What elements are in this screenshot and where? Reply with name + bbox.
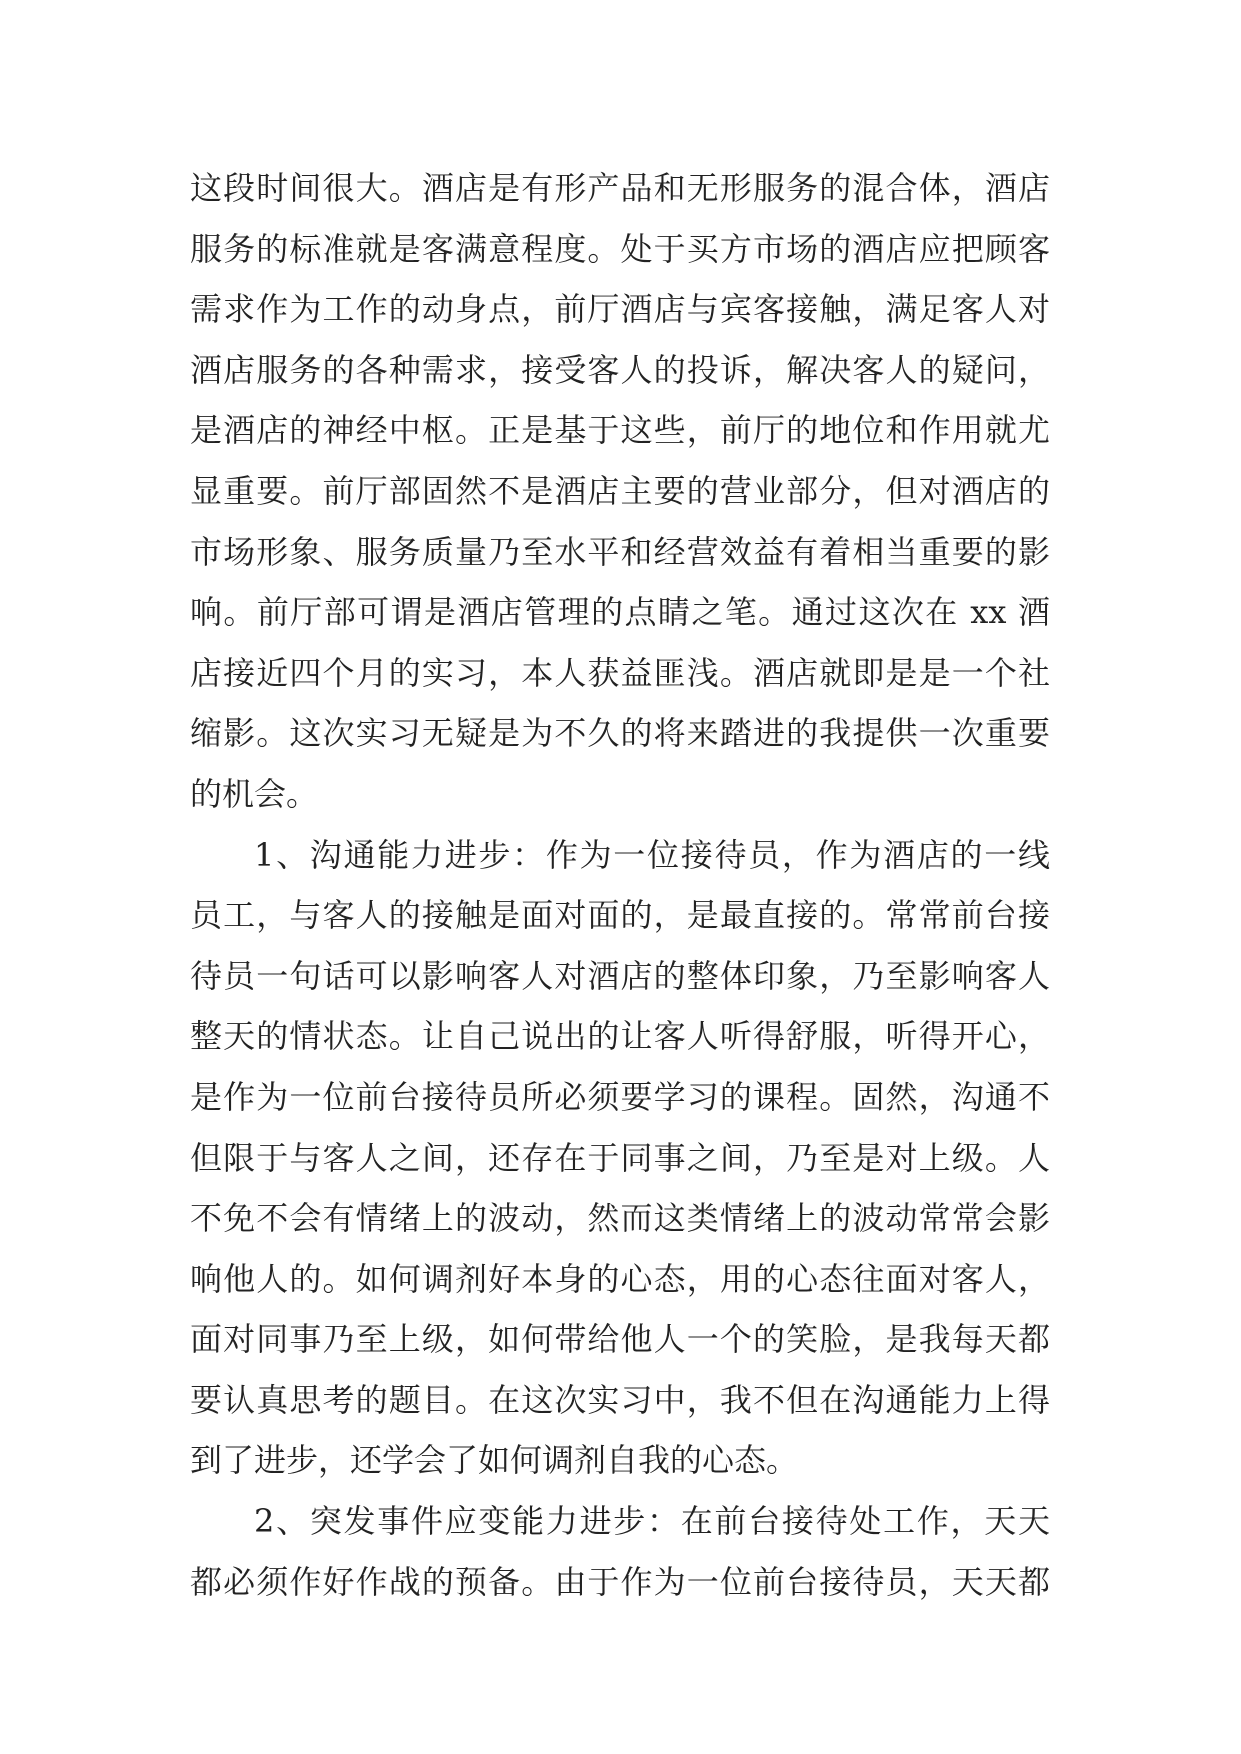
text-line: 响。前厅部可谓是酒店管理的点睛之笔。通过这次在 xx 酒	[190, 593, 1050, 632]
text-line: 是作为一位前台接待员所必须要学习的课程。固然，沟通不	[190, 1077, 1050, 1116]
text-line: 需求作为工作的动身点，前厅酒店与宾客接触，满足客人对	[190, 290, 1050, 329]
text-line: 要认真思考的题目。在这次实习中，我不但在沟通能力上得	[190, 1380, 1050, 1419]
text-line: 显重要。前厅部固然不是酒店主要的营业部分，但对酒店的	[190, 471, 1050, 510]
text-line: 到了进步，还学会了如何调剂自我的心态。	[190, 1441, 799, 1480]
text-line: 响他人的。如何调剂好本身的心态，用的心态往面对客人，	[190, 1259, 1050, 1298]
text-line: 面对同事乃至上级，如何带给他人一个的笑脸，是我每天都	[190, 1320, 1050, 1359]
paragraph-emergency-response	[190, 1491, 1050, 1612]
text-line: 但限于与客人之间，还存在于同事之间，乃至是对上级。人	[190, 1138, 1050, 1177]
text-line: 整天的情状态。让自己说出的让客人听得舒服，听得开心，	[190, 1017, 1050, 1056]
text-line: 待员一句话可以影响客人对酒店的整体印象，乃至影响客人	[190, 956, 1050, 995]
text-line: 1、沟通能力进步：作为一位接待员，作为酒店的一线	[254, 835, 1050, 874]
text-line: 不免不会有情绪上的波动，然而这类情绪上的波动常常会影	[190, 1199, 1050, 1238]
text-line: 员工，与客人的接触是面对面的，是最直接的。常常前台接	[190, 896, 1050, 935]
text-line: 都必须作好作战的预备。由于作为一位前台接待员，天天都	[190, 1562, 1050, 1601]
text-line: 市场形象、服务质量乃至水平和经营效益有着相当重要的影	[190, 532, 1050, 571]
text-line: 是酒店的神经中枢。正是基于这些，前厅的地位和作用就尤	[190, 411, 1050, 450]
paragraph-communication	[190, 825, 1050, 1492]
text-line: 这段时间很大。酒店是有形产品和无形服务的混合体，酒店	[190, 169, 1050, 207]
text-line: 酒店服务的各种需求，接受客人的投诉，解决客人的疑问，	[190, 350, 1050, 389]
text-line: 缩影。这次实习无疑是为不久的将来踏进的我提供一次重要	[190, 714, 1050, 753]
text-line: 2、突发事件应变能力进步：在前台接待处工作，天天	[254, 1502, 1050, 1541]
text-line: 服务的标准就是客满意程度。处于买方市场的酒店应把顾客	[190, 229, 1050, 268]
text-line: 店接近四个月的实习，本人获益匪浅。酒店就即是是一个社	[190, 653, 1050, 692]
paragraph-intro	[190, 158, 1050, 825]
document-body	[190, 158, 1050, 1612]
text-line: 的机会。	[190, 774, 319, 813]
